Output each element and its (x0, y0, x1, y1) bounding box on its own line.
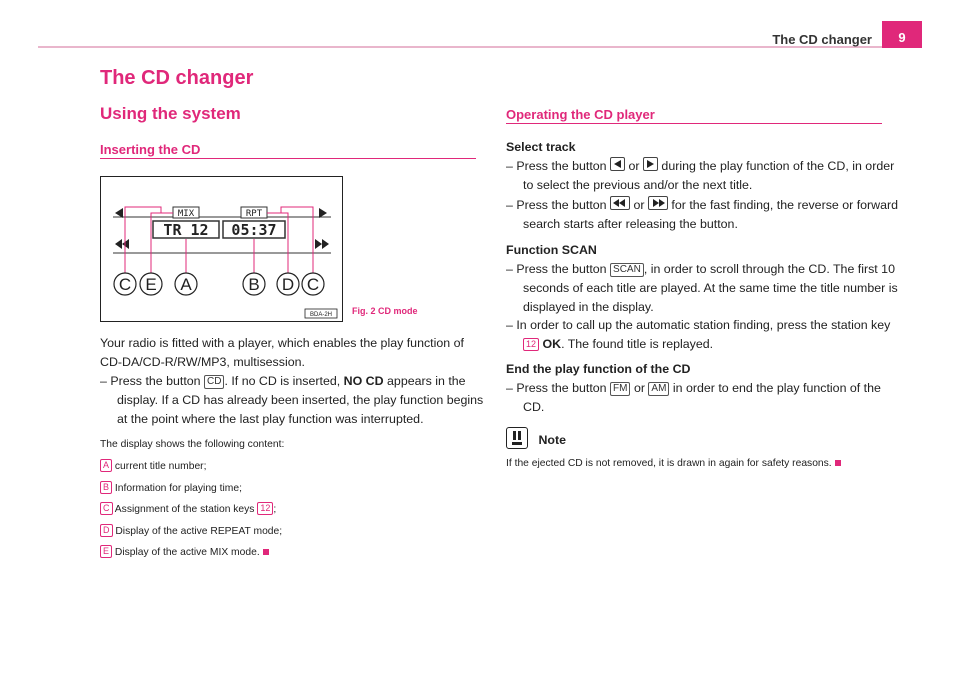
display-content-intro: The display shows the following content: (100, 439, 285, 450)
subsection-title-operating: Operating the CD player (506, 107, 655, 122)
scan-instruction: – Press the button SCAN , in order to scroll through the CD. The first 10 seconds of each title are played. At the same time the title number is displayed in the display. (506, 262, 898, 314)
track-number-display: TR 12 (163, 221, 209, 239)
legend-key-d: D (100, 524, 113, 537)
mix-indicator: MIX (177, 209, 195, 219)
legend-item: D Display of the active REPEAT mode; (100, 524, 478, 539)
end-marker-icon (263, 549, 269, 555)
select-track-heading: Select track (506, 140, 576, 154)
note-icon (506, 427, 528, 449)
play-time-display: 05:37 (231, 221, 277, 239)
legend-key-c: C (100, 502, 113, 515)
subsection-title-inserting: Inserting the CD (100, 142, 201, 157)
legend-key-a: A (100, 459, 112, 472)
callout-b: B (248, 275, 260, 294)
note-text: If the ejected CD is not removed, it is drawn in again for safety reasons. (506, 458, 832, 469)
am-key: AM (648, 382, 669, 396)
figure-cd-display (100, 176, 343, 322)
chapter-title: The CD changer (100, 67, 254, 89)
section-rule (100, 158, 476, 159)
callout-c-right: C (306, 275, 320, 294)
prev-button-icon (610, 157, 625, 171)
rpt-indicator: RPT (245, 209, 263, 219)
station-finding-instruction: – In order to call up the automatic station finding, press the station key 12 OK. The found title is replayed. (506, 318, 891, 351)
cd-display-illustration (101, 177, 342, 321)
legend-key-b: B (100, 481, 112, 494)
page-number-badge: 9 (882, 21, 922, 48)
note-text-row (506, 457, 841, 471)
callout-c-left: C (118, 275, 132, 294)
section-rule (506, 123, 882, 124)
station-key-ref: 12 (523, 338, 539, 351)
running-header-title: The CD changer (772, 32, 872, 47)
end-play-heading: End the play function of the CD (506, 362, 691, 376)
end-marker-icon (835, 460, 841, 466)
callout-e: E (145, 275, 157, 294)
note-title: Note (538, 433, 566, 447)
fast-forward-button-icon (648, 196, 668, 210)
legend-item: C Assignment of the station keys 12 ; (100, 502, 478, 517)
legend-item: E Display of the active MIX mode. (100, 545, 478, 560)
header-rule (38, 46, 882, 48)
fm-key: FM (610, 382, 630, 396)
scan-key: SCAN (610, 263, 644, 277)
cd-key: CD (204, 375, 224, 389)
figure-caption: Fig. 2 CD mode (352, 306, 418, 316)
insert-cd-instruction: – Press the button CD . If no CD is inserted, NO CD appears in the display. If a CD has already been inserted, the play function begins at the point where the last play function was interrupted. (100, 374, 484, 426)
station-key-ref: 12 (257, 502, 273, 515)
select-track-instruction: – Press the button or during the play function of the CD, in order to select the previous and/or the next title. (506, 159, 895, 192)
callout-d: D (281, 275, 295, 294)
end-play-instruction: – Press the button FM or AM in order to end the play function of the CD. (506, 381, 881, 414)
legend-item: A current title number; (100, 459, 478, 474)
rewind-icon (115, 239, 122, 249)
next-button-icon (643, 157, 658, 171)
fast-forward-icon (322, 239, 329, 249)
fast-search-instruction: – Press the button or for the fast finding, the reverse or forward search starts after releasing the button. (506, 198, 899, 231)
rewind-button-icon (610, 196, 630, 210)
no-cd-text: NO CD (343, 374, 384, 388)
legend-item: B Information for playing time; (100, 481, 478, 496)
callout-a: A (180, 275, 192, 294)
note-box (506, 427, 566, 450)
function-scan-heading: Function SCAN (506, 243, 597, 257)
intro-paragraph: Your radio is fitted with a player, which enables the play function of CD-DA/CD-R/RW/MP3, multisession. (100, 336, 464, 369)
legend-list (100, 459, 478, 560)
legend-key-e: E (100, 545, 112, 558)
section-title: Using the system (100, 104, 241, 123)
figure-ref-code: BDA-2H (309, 312, 333, 318)
